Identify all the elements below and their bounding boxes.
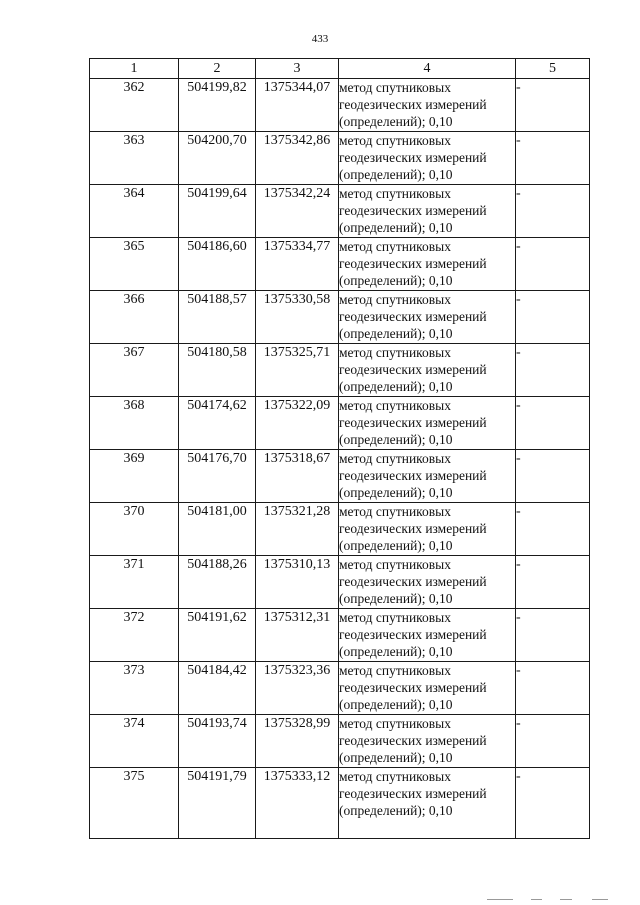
table-row: [90, 715, 590, 768]
note-cell: -: [516, 450, 590, 503]
method-cell: метод спутниковых геодезических измерений (определений); 0,10: [339, 662, 516, 715]
note-cell: -: [516, 238, 590, 291]
point-number-cell: 365: [90, 238, 179, 291]
y-coordinate-cell: 1375330,58: [256, 291, 339, 344]
y-coordinate-cell: 1375333,12: [256, 768, 339, 839]
x-coordinate-cell: 504188,57: [179, 291, 256, 344]
method-cell: метод спутниковых геодезических измерений (определений); 0,10: [339, 609, 516, 662]
note-cell: -: [516, 397, 590, 450]
x-coordinate-cell: 504188,26: [179, 556, 256, 609]
point-number-cell: 363: [90, 132, 179, 185]
method-cell: метод спутниковых геодезических измерений (определений); 0,10: [339, 132, 516, 185]
column-header-5: 5: [516, 59, 590, 79]
table-row: [90, 556, 590, 609]
table-row: [90, 450, 590, 503]
note-cell: -: [516, 291, 590, 344]
point-number-cell: 370: [90, 503, 179, 556]
note-cell: -: [516, 503, 590, 556]
point-number-cell: 373: [90, 662, 179, 715]
note-cell: -: [516, 344, 590, 397]
scan-mark: [560, 899, 572, 900]
note-cell: -: [516, 185, 590, 238]
note-cell: -: [516, 715, 590, 768]
method-cell: метод спутниковых геодезических измерений (определений); 0,10: [339, 715, 516, 768]
table-row: [90, 185, 590, 238]
point-number-cell: 366: [90, 291, 179, 344]
point-number-cell: 368: [90, 397, 179, 450]
table-row: [90, 768, 590, 839]
x-coordinate-cell: 504191,62: [179, 609, 256, 662]
y-coordinate-cell: 1375322,09: [256, 397, 339, 450]
table-row: [90, 662, 590, 715]
method-cell: метод спутниковых геодезических измерений (определений); 0,10: [339, 238, 516, 291]
method-cell: метод спутниковых геодезических измерений (определений); 0,10: [339, 768, 516, 839]
table-row: [90, 344, 590, 397]
x-coordinate-cell: 504176,70: [179, 450, 256, 503]
point-number-cell: 367: [90, 344, 179, 397]
y-coordinate-cell: 1375342,24: [256, 185, 339, 238]
table-header-row: [90, 59, 590, 79]
table-row: [90, 79, 590, 132]
note-cell: -: [516, 662, 590, 715]
method-cell: метод спутниковых геодезических измерений (определений); 0,10: [339, 79, 516, 132]
scan-mark: [487, 899, 513, 900]
x-coordinate-cell: 504199,82: [179, 79, 256, 132]
point-number-cell: 375: [90, 768, 179, 839]
table-row: [90, 291, 590, 344]
y-coordinate-cell: 1375312,31: [256, 609, 339, 662]
method-cell: метод спутниковых геодезических измерений (определений); 0,10: [339, 450, 516, 503]
column-header-3: 3: [256, 59, 339, 79]
method-cell: метод спутниковых геодезических измерений (определений); 0,10: [339, 291, 516, 344]
point-number-cell: 364: [90, 185, 179, 238]
column-header-4: 4: [339, 59, 516, 79]
page-number: 433: [311, 33, 329, 45]
y-coordinate-cell: 1375310,13: [256, 556, 339, 609]
y-coordinate-cell: 1375342,86: [256, 132, 339, 185]
note-cell: -: [516, 768, 590, 839]
note-cell: -: [516, 132, 590, 185]
method-cell: метод спутниковых геодезических измерений (определений); 0,10: [339, 344, 516, 397]
y-coordinate-cell: 1375328,99: [256, 715, 339, 768]
column-header-2: 2: [179, 59, 256, 79]
note-cell: -: [516, 609, 590, 662]
note-cell: -: [516, 79, 590, 132]
y-coordinate-cell: 1375334,77: [256, 238, 339, 291]
note-cell: -: [516, 556, 590, 609]
y-coordinate-cell: 1375323,36: [256, 662, 339, 715]
table-row: [90, 132, 590, 185]
point-number-cell: 362: [90, 79, 179, 132]
point-number-cell: 374: [90, 715, 179, 768]
scan-mark: [592, 899, 608, 900]
table-row: [90, 609, 590, 662]
y-coordinate-cell: 1375318,67: [256, 450, 339, 503]
x-coordinate-cell: 504184,42: [179, 662, 256, 715]
method-cell: метод спутниковых геодезических измерений (определений); 0,10: [339, 185, 516, 238]
table-row: [90, 238, 590, 291]
x-coordinate-cell: 504199,64: [179, 185, 256, 238]
method-cell: метод спутниковых геодезических измерений (определений); 0,10: [339, 503, 516, 556]
point-number-cell: 371: [90, 556, 179, 609]
x-coordinate-cell: 504186,60: [179, 238, 256, 291]
coordinates-table: [89, 58, 590, 839]
x-coordinate-cell: 504200,70: [179, 132, 256, 185]
column-header-1: 1: [90, 59, 179, 79]
scan-mark: [531, 899, 542, 900]
x-coordinate-cell: 504174,62: [179, 397, 256, 450]
table-row: [90, 503, 590, 556]
x-coordinate-cell: 504193,74: [179, 715, 256, 768]
method-cell: метод спутниковых геодезических измерений (определений); 0,10: [339, 556, 516, 609]
y-coordinate-cell: 1375321,28: [256, 503, 339, 556]
x-coordinate-cell: 504191,79: [179, 768, 256, 839]
x-coordinate-cell: 504181,00: [179, 503, 256, 556]
point-number-cell: 372: [90, 609, 179, 662]
y-coordinate-cell: 1375325,71: [256, 344, 339, 397]
table-row: [90, 397, 590, 450]
x-coordinate-cell: 504180,58: [179, 344, 256, 397]
y-coordinate-cell: 1375344,07: [256, 79, 339, 132]
method-cell: метод спутниковых геодезических измерений (определений); 0,10: [339, 397, 516, 450]
table-body: [90, 79, 590, 839]
point-number-cell: 369: [90, 450, 179, 503]
